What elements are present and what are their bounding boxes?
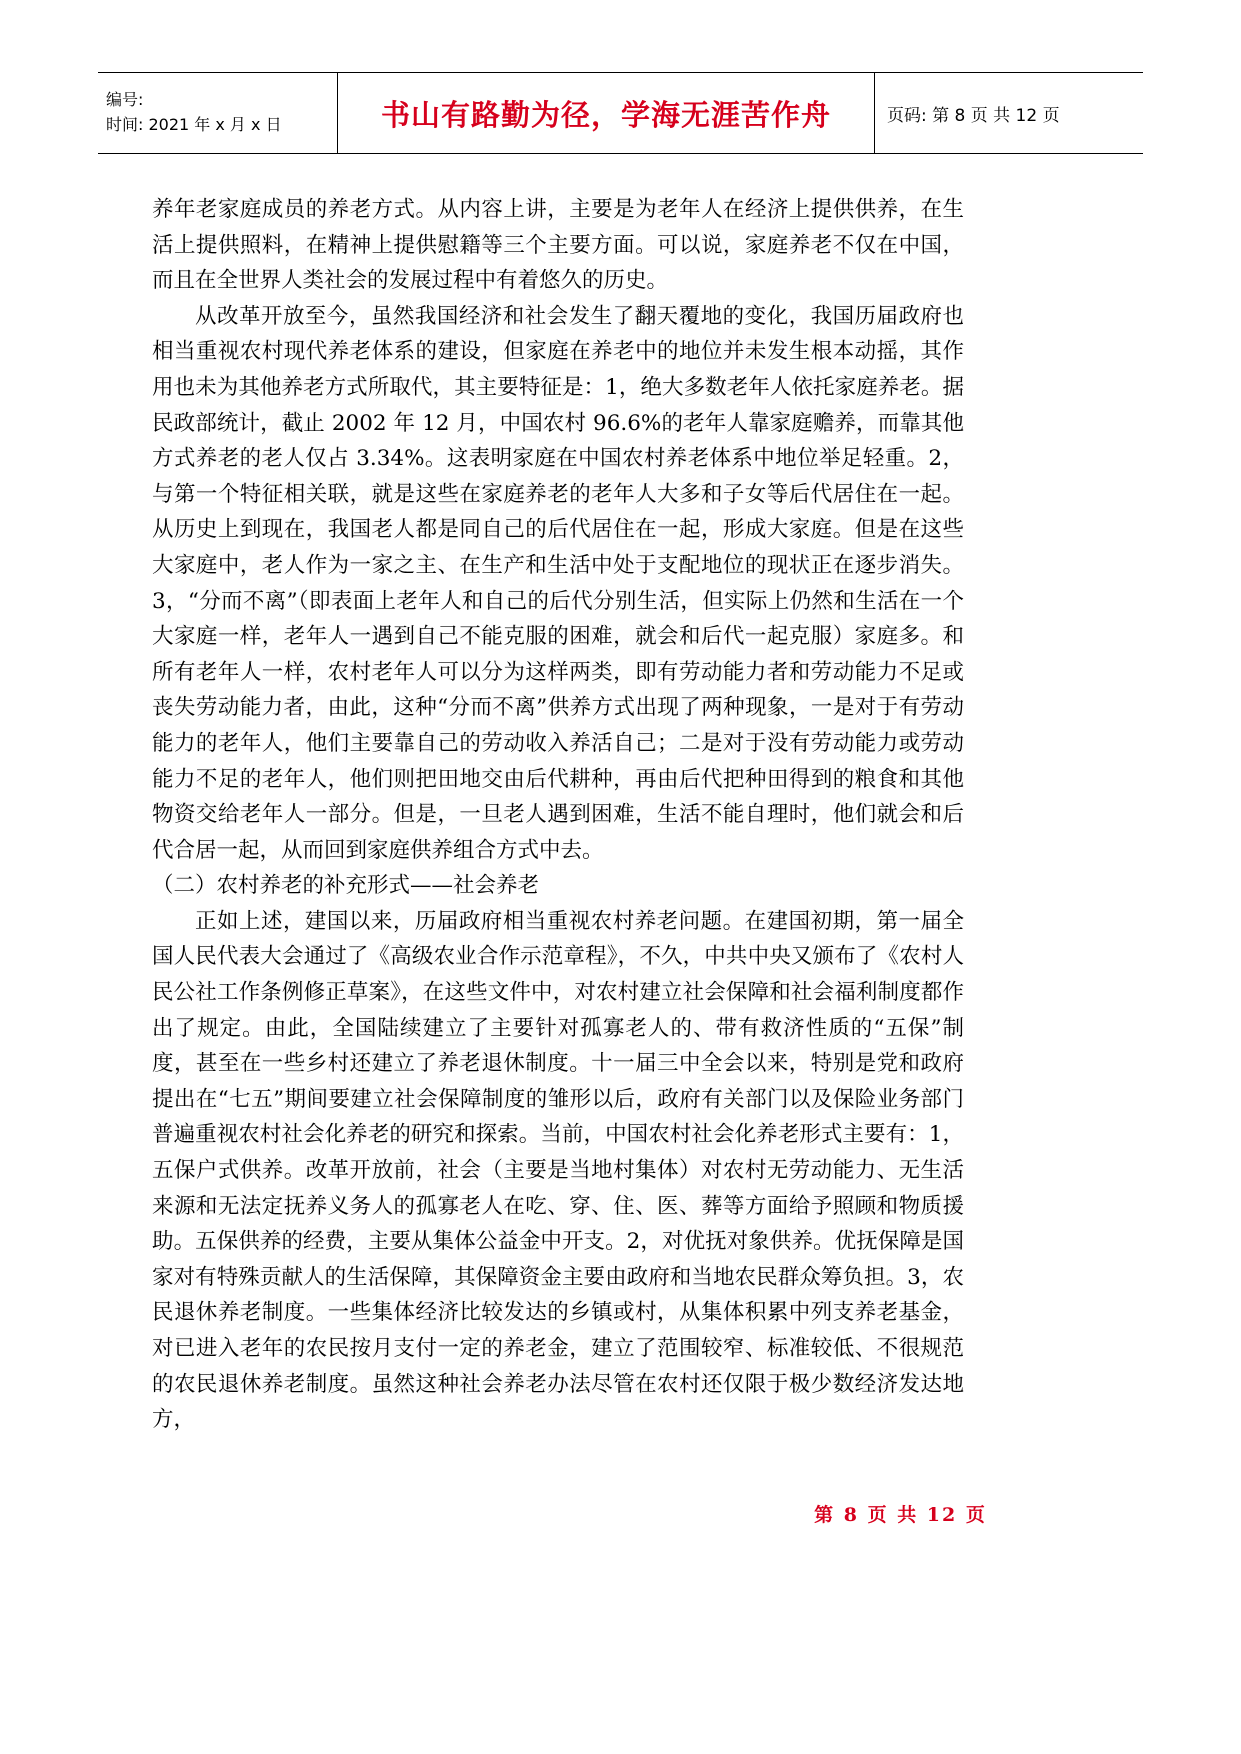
paragraph-1: 养年老家庭成员的养老方式。从内容上讲，主要是为老年人在经济上提供供养，在生活上提供照料，在精神上提供慰籍等三个主要方面。可以说，家庭养老不仅在中国，而且在全世界人类社会的发展过程中有着悠久的历史。 — [152, 197, 964, 294]
header-slogan: 书山有路勤为径，学海无涯苦作舟 — [338, 73, 875, 153]
header-page-info: 页码: 第 8 页 共 12 页 — [887, 105, 1060, 126]
page-footer — [0, 1500, 1241, 1527]
header-left-cell — [98, 73, 338, 153]
footer-page-number: 第 8 页 共 12 页 — [814, 1504, 987, 1526]
header-number-label: 编号: — [106, 90, 144, 110]
paragraph-2: 从改革开放至今，虽然我国经济和社会发生了翻天覆地的变化，我国历届政府也相当重视农村现代养老体系的建设，但家庭在养老中的地位并未发生根本动摇，其作用也未为其他养老方式所取代，其主要特征是：1，绝大多数老年人依托家庭养老。据民政部统计，截止 2002 年 12 月，中国农村 96.6%的老年人靠家庭赡养，而靠其他方式养老的老人仅占 3.34%。这表明家庭在中国农村养老体系中地位举足轻重。2，与第一个特征相关联，就是这些在家庭养老的老年人大多和子女等后代居住在一起。从历史上到现在，我国老人都是同自己的后代居住在一起，形成大家庭。但是在这些大家庭中，老人作为一家之主、在生产和生活中处于支配地位的现状正在逐步消失。3，“分而不离”（即表面上老年人和自己的后代分别生活，但实际上仍然和生活在一个大家庭一样，老年人一遇到自己不能克服的困难，就会和后代一起克服）家庭多。和所有老年人一样，农村老年人可以分为这样两类，即有劳动能力者和劳动能力不足或丧失劳动能力者，由此，这种“分而不离”供养方式出现了两种现象，一是对于有劳动能力的老年人，他们主要靠自己的劳动收入养活自己；二是对于没有劳动能力或劳动能力不足的老年人，他们则把田地交由后代耕种，再由后代把种田得到的粮食和其他物资交给老年人一部分。但是，一旦老人遇到困难，生活不能自理时，他们就会和后代合居一起，从而回到家庭供养组合方式中去。 — [152, 303, 964, 863]
section-heading-social-pension: （二）农村养老的补充形式——社会养老 — [152, 873, 540, 899]
header-time-label: 时间: 2021 年 x 月 x 日 — [106, 115, 282, 134]
page-header — [98, 72, 1143, 154]
document-body — [152, 192, 964, 1438]
paragraph-3: 正如上述，建国以来，历届政府相当重视农村养老问题。在建国初期，第一届全国人民代表大会通过了《高级农业合作示范章程》，不久，中共中央又颁布了《农村人民公社工作条例修正草案》，在这些文件中，对农村建立社会保障和社会福利制度都作出了规定。由此，全国陆续建立了主要针对孤寡老人的、带有救济性质的“五保”制度，甚至在一些乡村还建立了养老退休制度。十一届三中全会以来，特别是党和政府提出在“七五”期间要建立社会保障制度的雏形以后，政府有关部门以及保险业务部门普遍重视农村社会化养老的研究和探索。当前，中国农村社会化养老形式主要有：1，五保户式供养。改革开放前，社会（主要是当地村集体）对农村无劳动能力、无生活来源和无法定抚养义务人的孤寡老人在吃、穿、住、医、葬等方面给予照顾和物质援助。五保供养的经费，主要从集体公益金中开支。2，对优抚对象供养。优抚保障是国家对有特殊贡献人的生活保障，其保障资金主要由政府和当地农民群众筹负担。3，农民退休养老制度。一些集体经济比较发达的乡镇或村，从集体积累中列支养老基金，对已进入老年的农民按月支付一定的养老金，建立了范围较窄、标准较低、不很规范的农民退休养老制度。虽然这种社会养老办法尽管在农村还仅限于极少数经济发达地方， — [152, 908, 964, 1433]
